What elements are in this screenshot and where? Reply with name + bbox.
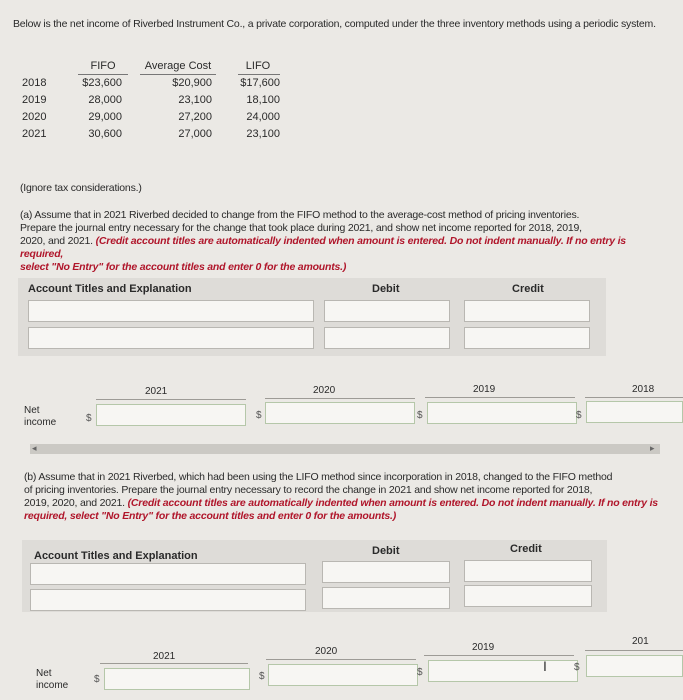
credit-input-a1[interactable] [464,300,590,322]
account-title-input-b2[interactable] [30,589,306,611]
credit-header-b: Credit [510,543,542,555]
scroll-right-icon[interactable]: ▸ [650,443,655,453]
account-title-input-a2[interactable] [28,327,314,349]
dollar-sign: $ [256,410,262,421]
credit-input-b2[interactable] [464,585,592,607]
debit-input-b1[interactable] [322,561,450,583]
row-lifo: $17,600 [240,77,280,89]
horizontal-scrollbar[interactable] [30,444,660,454]
credit-input-a2[interactable] [464,327,590,349]
net-income-label-b: Net income [36,668,69,691]
row-year: 2021 [22,128,47,140]
header-underline-lifo [238,74,280,75]
year-2019-a: 2019 [473,384,496,395]
account-title-input-b1[interactable] [30,563,306,585]
debit-input-a1[interactable] [324,300,450,322]
net-income-2020-input-a[interactable] [265,402,415,424]
year-2018-b: 201 [632,636,649,647]
row-year: 2020 [22,111,47,123]
header-fifo: FIFO [90,60,116,72]
row-fifo: $23,600 [82,77,122,89]
row-year: 2018 [22,77,47,89]
net-income-2019-input-a[interactable] [427,402,577,424]
account-title-input-a1[interactable] [28,300,314,322]
header-lifo: LIFO [245,60,271,72]
part-b-instructions: (b) Assume that in 2021 Riverbed, which had been using the LIFO method since incorporation in 2018, changed to the FIFO method of pricing inventories. Prepare the journal entry necessary to record the change in 2021 and show net income reported for 2018, 2019, 2020, and 2021. (Credit account titles are automatically indented when amount is entered. Do not indent manually. If no entry is required, select "No Entry" for the account titles and enter 0 for the amounts.) [24,471,658,522]
net-income-2018-input-b[interactable] [586,655,683,677]
dollar-sign: $ [417,410,423,421]
divider [585,397,683,398]
dollar-sign: $ [86,413,92,424]
credit-input-b1[interactable] [464,560,592,582]
row-year: 2019 [22,94,47,106]
year-2020-b: 2020 [315,646,338,657]
row-fifo: 30,600 [88,128,122,140]
net-income-label-a: Net income [24,405,57,428]
intro-text: Below is the net income of Riverbed Instrument Co., a private corporation, computed under the three inventory methods using a periodic system. [13,18,656,30]
row-lifo: 18,100 [246,94,280,106]
debit-header-b: Debit [372,545,400,557]
dollar-sign: $ [574,662,580,673]
ignore-tax-note: (Ignore tax considerations.) [20,182,142,194]
account-titles-header-b: Account Titles and Explanation [34,550,198,562]
year-2021-b: 2021 [153,651,176,662]
net-income-2020-input-b[interactable] [268,664,418,686]
debit-header-a: Debit [372,283,400,295]
net-income-2018-input-a[interactable] [586,401,683,423]
header-underline-fifo [78,74,128,75]
row-lifo: 23,100 [246,128,280,140]
dollar-sign: $ [576,410,582,421]
dollar-sign: $ [417,667,423,678]
row-avg: 27,200 [178,111,212,123]
net-income-2021-input-b[interactable] [104,668,250,690]
row-fifo: 28,000 [88,94,122,106]
row-avg: $20,900 [172,77,212,89]
divider [425,397,575,398]
net-income-2019-input-b[interactable] [428,660,578,682]
divider [100,663,248,664]
row-avg: 27,000 [178,128,212,140]
account-titles-header-a: Account Titles and Explanation [28,283,192,295]
divider [265,398,415,399]
debit-input-a2[interactable] [324,327,450,349]
dollar-sign: $ [94,674,100,685]
divider [96,399,246,400]
dollar-sign: $ [259,671,265,682]
text-cursor-icon: I [543,658,547,674]
debit-input-b2[interactable] [322,587,450,609]
net-income-2021-input-a[interactable] [96,404,246,426]
part-a-instructions: (a) Assume that in 2021 Riverbed decided to change from the FIFO method to the average-cost method of pricing inventories. Prepare the journal entry necessary for the change that took place during 2021, and show net income reported for 2018, 2019, 2020, and 2021. (Credit account titles are automatically indented when amount is entered. Do not indent manually. If no entry is required, select "No Entry" for the account titles and enter 0 for the amounts.) [20,209,626,273]
row-fifo: 29,000 [88,111,122,123]
divider [424,655,574,656]
header-average-cost: Average Cost [144,60,212,72]
divider [266,659,416,660]
header-underline-avg [140,74,216,75]
year-2019-b: 2019 [472,642,495,653]
year-2021-a: 2021 [145,386,168,397]
row-lifo: 24,000 [246,111,280,123]
row-avg: 23,100 [178,94,212,106]
divider [585,650,683,651]
year-2018-a: 2018 [632,384,655,395]
year-2020-a: 2020 [313,385,336,396]
scroll-left-icon[interactable]: ◂ [32,443,37,453]
credit-header-a: Credit [512,283,544,295]
